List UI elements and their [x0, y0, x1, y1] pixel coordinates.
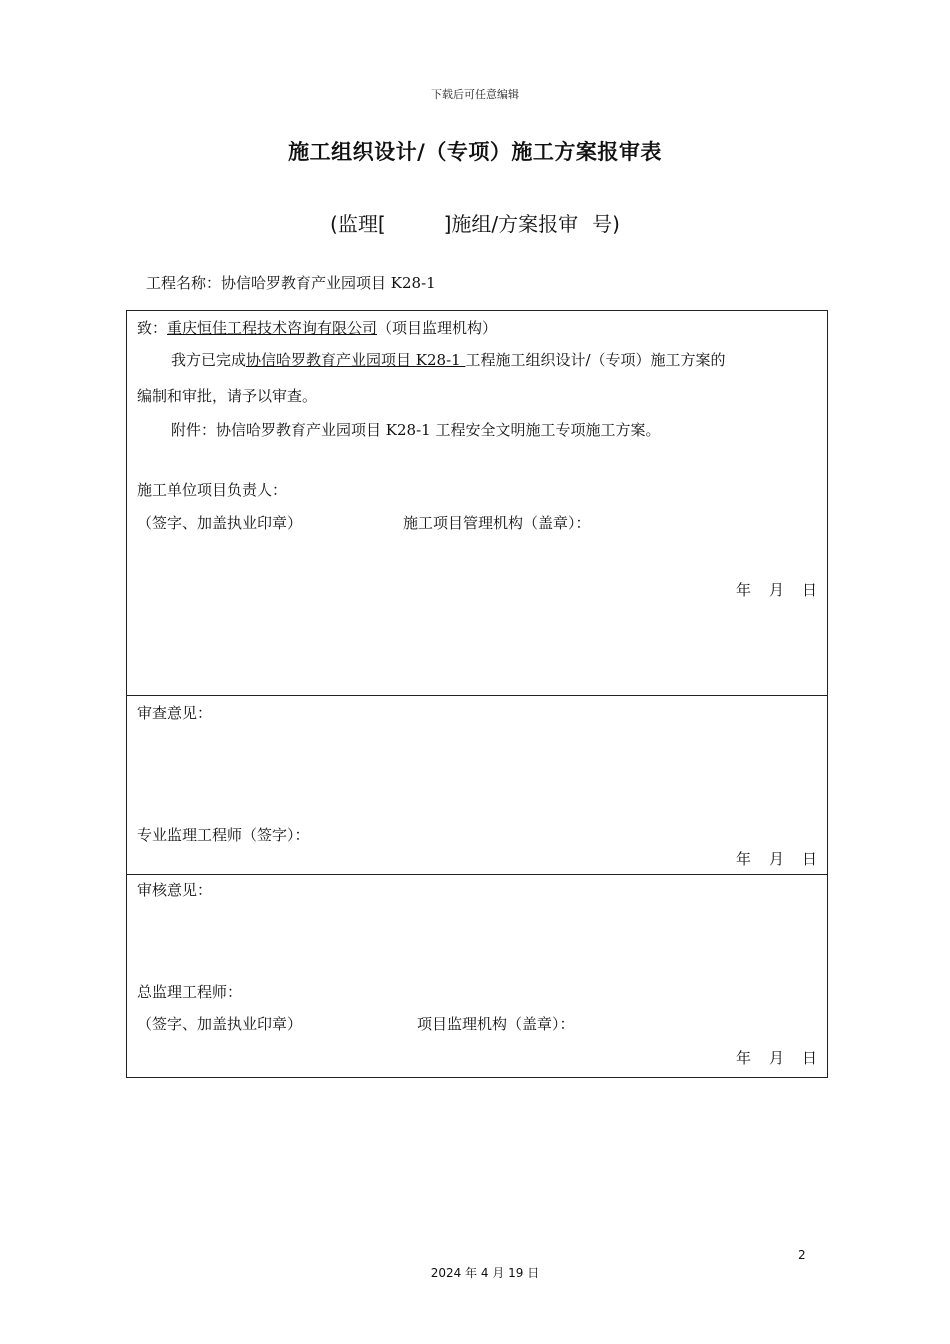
form-number-part1: (监理[ [330, 212, 386, 236]
section2-date: 年 月 日 [735, 850, 817, 868]
audit-section [127, 874, 827, 1078]
body-line-1: 我方已完成协信哈罗教育产业园项目 K28-1 工程施工组织设计/（专项）施工方案的 [171, 351, 726, 369]
chief-signer-label: 总监理工程师： [137, 983, 243, 1001]
page-number: 2 [798, 1248, 806, 1262]
form-number-line [0, 208, 950, 237]
approval-form-table [126, 310, 828, 1078]
project-name: 工程名称：协信哈罗教育产业园项目 K28-1 [146, 274, 436, 292]
form-number-part3: 号) [592, 212, 620, 236]
footer-date: 2024 年 4 月 19 日 [430, 1266, 540, 1280]
body-project-name: 协信哈罗教育产业园项目 K28-1 [246, 351, 466, 369]
contractor-sign-note: （签字、加盖执业印章） [137, 514, 303, 532]
contractor-org-seal: 施工项目管理机构（盖章）： [403, 514, 591, 532]
attachment-line: 附件：协信哈罗教育产业园项目 K28-1 工程安全文明施工专项施工方案。 [171, 421, 661, 439]
body-line-2: 编制和审批，请予以审查。 [137, 387, 318, 405]
review-section [127, 695, 827, 875]
section1-date: 年 月 日 [735, 581, 817, 599]
header-note: 下载后可任意编辑 [431, 88, 519, 101]
audit-opinion-label: 审核意见： [137, 881, 213, 899]
review-opinion-label: 审查意见： [137, 704, 213, 722]
supervision-org-name: 重庆恒佳工程技术咨询有限公司 [167, 319, 378, 337]
addressee-line: 致：重庆恒佳工程技术咨询有限公司（项目监理机构） [137, 319, 498, 337]
submission-section [127, 311, 827, 695]
form-number-part2: ]施组/方案报审 [443, 212, 579, 236]
section3-date: 年 月 日 [735, 1049, 817, 1067]
chief-sign-note: （签字、加盖执业印章） [137, 1015, 303, 1033]
specialist-signer-label: 专业监理工程师（签字）： [137, 826, 310, 844]
supervision-org-seal: 项目监理机构（盖章）： [417, 1015, 575, 1033]
page-title: 施工组织设计/（专项）施工方案报审表 [288, 140, 662, 164]
contractor-signer-label: 施工单位项目负责人： [137, 481, 288, 499]
